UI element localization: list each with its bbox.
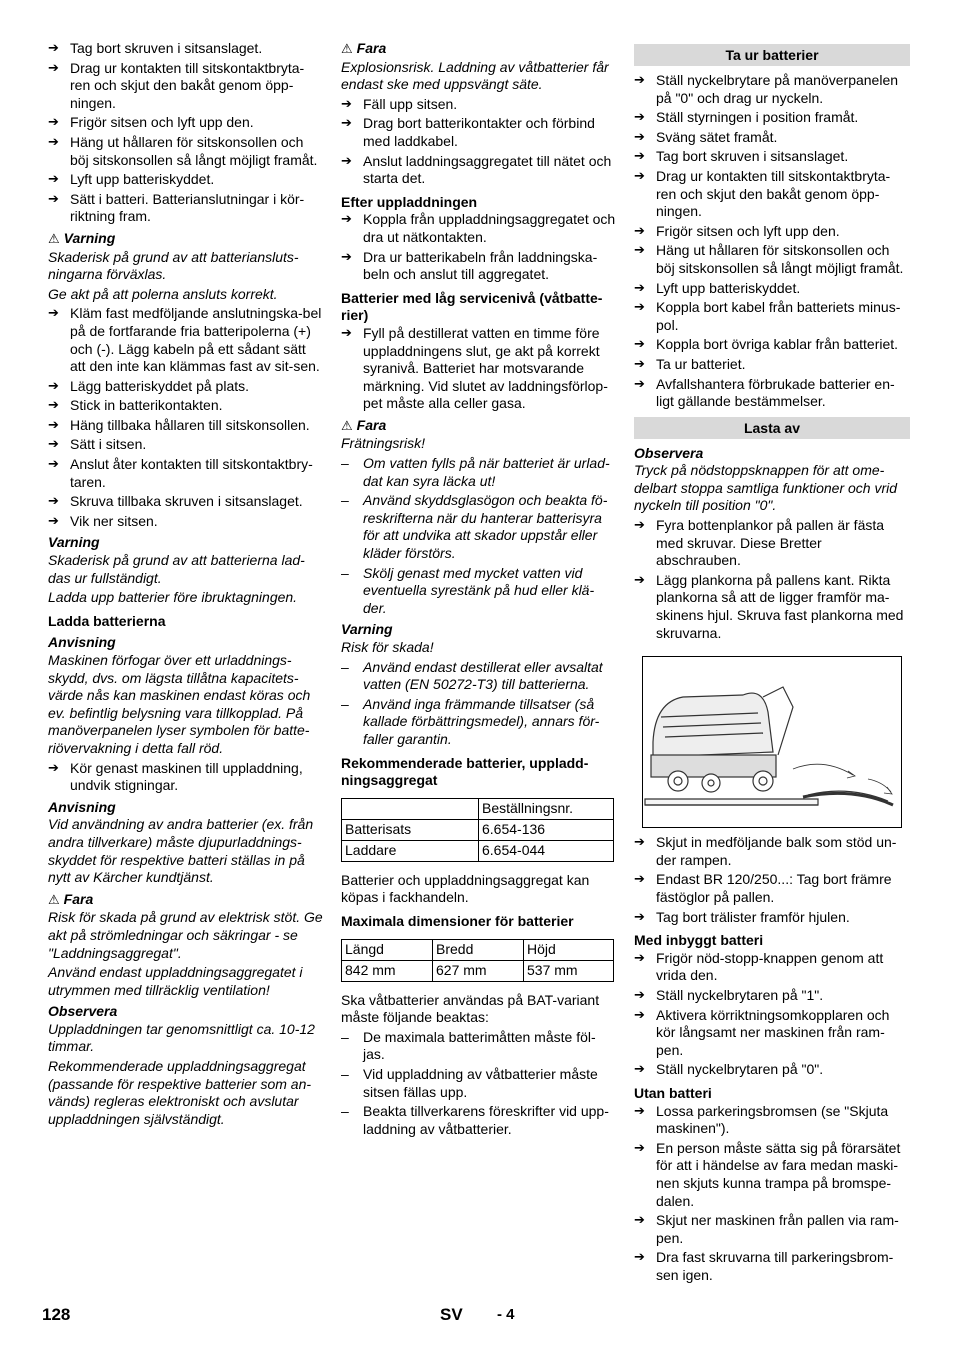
warning-text: Ge akt på att polerna ansluts korrekt.: [48, 285, 278, 302]
list-item: – Om vatten fylls på när batteriet är urlad-dat kan syra läcka ut!: [341, 455, 616, 490]
list-item: ➔ Tag bort trälister framför hjulen.: [634, 909, 910, 927]
list-item: ➔ Aktivera körriktningsomkopplaren och kör långsamt ner maskinen från ram-pen.: [634, 1007, 910, 1060]
note-text: Vid användning av andra batterier (ex. från andra tillverkare) måste djupurladdnings-skyddet för respektive batteri ställas in på nytt av Kärcher kundtjänst.: [48, 816, 314, 886]
list-item: – Använd inga främmande tillsatser (så kallade förbättringsmedel), annars för-faller garantin.: [341, 696, 616, 749]
list-item: ➔ Fyll på destillerat vatten en timme före uppladdningens slut, ge akt på korrekt syranivå. Batteriet har motsvarande märkning. Vid slutet av laddningsförlop-pet måste alla celler gasa.: [341, 325, 616, 413]
list-item: ➔ Fäll upp sitsen.: [341, 96, 616, 114]
danger-text: Risk för skada på grund av elektrisk stöt. Ge akt på strömledningar och säkringar - se "Laddningsaggregat".: [48, 909, 323, 961]
warning-heading: Varning: [341, 621, 393, 638]
danger-heading: ⚠ Fara: [341, 40, 387, 57]
table-row: [342, 960, 614, 981]
note-heading: Anvisning: [48, 798, 116, 815]
list-item: – Beakta tillverkarens föreskrifter vid upp-laddning av våtbatterier.: [341, 1103, 616, 1138]
list-item: ➔ En person måste sätta sig på förarsätet för att i händelse av fara medan maski-nen skjuts kunna trampa på bromspe-dalen.: [634, 1140, 910, 1210]
list-item: ➔ Skjut ner maskinen från pallen via ram-pen.: [634, 1212, 910, 1247]
list-b: [48, 305, 323, 530]
list-item: ➔ Drag bort batterikontakter och förbind med laddkabel.: [341, 115, 616, 150]
list-item: – Vid uppladdning av våtbatterier måste sitsen fällas upp.: [341, 1066, 616, 1101]
section-banner: Ta ur batterier: [634, 44, 910, 66]
danger-heading: ⚠ Fara: [48, 890, 94, 908]
list-item: ➔ Vik ner sitsen.: [48, 513, 323, 531]
table-cell: Längd: [342, 939, 433, 960]
list-item: ➔ Ställ nyckelbrytare på manöverpanelen på "0" och drag ur nyckeln.: [634, 72, 910, 107]
list-item: ➔ Lyft upp batteriskyddet.: [48, 171, 323, 189]
list-item: ➔ Lägg batteriskyddet på plats.: [48, 378, 323, 396]
table-cell: 842 mm: [342, 960, 433, 981]
list-a: [48, 40, 323, 226]
list-item: ➔ Häng tillbaka hållaren till sitskonsollen.: [48, 417, 323, 435]
list-item: ➔ Ställ nyckelbrytaren på "0".: [634, 1061, 910, 1079]
warning-triangle-icon: ⚠: [341, 418, 353, 434]
table-cell: [342, 798, 479, 819]
table-cell: Laddare: [342, 840, 479, 861]
danger-heading: ⚠ Fara: [341, 416, 387, 434]
table-row: [342, 840, 614, 861]
note-heading: Anvisning: [48, 634, 116, 651]
list-item: ➔ Koppla bort kabel från batteriets minus-pol.: [634, 299, 910, 334]
list-item: ➔ Tag bort skruven i sitsanslaget.: [48, 40, 323, 58]
list-item: ➔ Fyra bottenplankor på pallen är fästa med skruvar. Diese Bretter abschrauben.: [634, 517, 910, 570]
list-item: ➔ Frigör sitsen och lyft upp den.: [48, 114, 323, 132]
section-heading: Maximala dimensioner för batterier: [341, 912, 574, 929]
machine-ramp-drawing: [643, 657, 901, 827]
list-item: ➔ Drag ur kontakten till sitskontaktbryta-ren och skjut den bakåt genom öpp-ningen.: [48, 60, 323, 113]
list-item: ➔ Sätt i batteri. Batterianslutningar i kör-riktning fram.: [48, 191, 323, 226]
list-item: ➔ Ställ nyckelbrytaren på "1".: [634, 987, 910, 1005]
warning-text: Ladda upp batterier före ibruktagningen.: [48, 589, 298, 606]
list-item: ➔ Tag bort skruven i sitsanslaget.: [634, 148, 910, 166]
list-item: ➔ Lägg plankorna på pallens kant. Rikta plankorna så att de ligger framför ma-skinens hjul. Skruva fast plankorna med skruvarna.: [634, 572, 910, 642]
list-item: ➔ Häng ut hållaren för sitskonsollen och böj sitskonsollen så långt möjligt framåt.: [634, 242, 910, 277]
list-item: ➔ Häng ut hållaren för sitskonsollen och böj sitskonsollen så långt möjligt framåt.: [48, 134, 323, 169]
table-cell: 6.654-044: [479, 840, 614, 861]
machine-ramp-illustration: [642, 656, 902, 828]
list-item: – Använd skyddsglasögon och beakta fö-reskrifterna när du hanterar batterisyra för att undvika att skador uppstår eller kläder förstörs.: [341, 492, 616, 562]
paragraph: Ska våtbatterier användas på BAT-variant måste följande beaktas:: [341, 991, 600, 1026]
warning-triangle-icon: ⚠: [48, 892, 60, 908]
danger-text: Explosionsrisk. Laddning av våtbatterier får endast ske med uppsvängt säte.: [341, 58, 609, 93]
warning-triangle-icon: ⚠: [341, 42, 353, 57]
table-row: [342, 819, 614, 840]
list-item: – De maximala batterimåtten måste föl-jas.: [341, 1029, 616, 1064]
paragraph: Batterier och uppladdningsaggregat kan köpas i fackhandeln.: [341, 871, 590, 906]
table-row: [342, 798, 614, 819]
list-item: ➔ Drag ur kontakten till sitskontaktbryta-ren och skjut den bakåt genom öpp-ningen.: [634, 168, 910, 221]
table-row: [342, 939, 614, 960]
observe-heading: Observera: [48, 1003, 118, 1020]
list-item: – Skölj genast med mycket vatten vid eventuella syrestänk på hud eller klä-der.: [341, 565, 616, 618]
section-heading: Utan batteri: [634, 1084, 712, 1101]
list-item: ➔ Sväng sätet framåt.: [634, 129, 910, 147]
list-item: ➔ Kläm fast medföljande anslutningska-bel på de fortfarande fria batteripolerna (+) och (-). Lägg kabeln på ett sådant sätt att den inte kan klämmas fast av sit-sen.: [48, 305, 323, 375]
table-cell: Batterisats: [342, 819, 479, 840]
observe-text: Rekommenderade uppladdningsaggregat (passande för respektive batterier som an-vänds) regleras elektroniskt och avslutar uppladdningen självständigt.: [48, 1058, 312, 1127]
table-cell: 537 mm: [524, 960, 614, 981]
column-3: [634, 40, 910, 1286]
warning-text: Risk för skada!: [341, 639, 434, 655]
dimensions-table: [341, 939, 614, 982]
list-item: ➔ Lyft upp batteriskyddet.: [634, 280, 910, 298]
list-item: ➔ Koppla från uppladdningsaggregatet och dra ut nätkontakten.: [341, 211, 616, 246]
warning-text: Skaderisk på grund av att batterierna lad-das ur fullständigt.: [48, 552, 305, 586]
section-heading: Efter uppladdningen: [341, 193, 478, 210]
list-item: ➔ Ta ur batteriet.: [634, 356, 910, 374]
list-item: ➔ Sätt i sitsen.: [48, 436, 323, 454]
list-item: ➔ Lossa parkeringsbromsen (se "Skjuta maskinen").: [634, 1103, 910, 1138]
section-heading: Batterier med låg servicenivå (våtbatte-rier): [341, 289, 603, 324]
section-heading: Med inbyggt batteri: [634, 932, 764, 949]
list-item: ➔ Endast BR 120/250...: Tag bort främre fästöglor på pallen.: [634, 871, 910, 906]
section-number: - 4: [497, 1306, 515, 1323]
list-item: ➔ Ställ styrningen i position framåt.: [634, 109, 910, 127]
observe-heading: Observera: [634, 444, 704, 461]
list-item: ➔ Koppla bort övriga kablar från batteriet.: [634, 336, 910, 354]
list-item: ➔ Kör genast maskinen till uppladdning, undvik stigningar.: [48, 760, 323, 795]
list-item: ➔ Skruva tillbaka skruven i sitsanslaget.: [48, 493, 323, 511]
table-cell: Höjd: [524, 939, 614, 960]
list-item: ➔ Frigör sitsen och lyft upp den.: [634, 223, 910, 241]
table-cell: 6.654-136: [479, 819, 614, 840]
warning-heading: ⚠ Varning: [48, 229, 116, 247]
warning-heading: Varning: [48, 534, 100, 551]
section-heading: Ladda batterierna: [48, 612, 166, 629]
list-item: ➔ Dra ur batterikabeln från laddningska-beln och anslut till aggregatet.: [341, 249, 616, 284]
section-heading: Rekommenderade batterier, uppladd-ningsaggregat: [341, 754, 589, 789]
section-banner: Lasta av: [634, 417, 910, 439]
column-2: [341, 40, 616, 1140]
observe-text: Tryck på nödstoppsknappen för att ome-delbart stoppa samtliga funktioner och vrid nyckeln till position "0".: [634, 462, 898, 514]
warning-triangle-icon: ⚠: [48, 231, 60, 247]
table-cell: Bredd: [433, 939, 524, 960]
recommended-table: [341, 798, 614, 862]
list-item: ➔ Dra fast skruvarna till parkeringsbrom-sen igen.: [634, 1249, 910, 1284]
table-cell: 627 mm: [433, 960, 524, 981]
note-text: Maskinen förfogar över ett urladdnings-skydd, dvs. om lägsta tillåtna kapacitets-värde nås kan maskinen endast köras och ev. befintlig belysning vara tillkopplad. På manöverpanelen lyser symbolen för batte-riövervakning i detta fall röd.: [48, 652, 311, 756]
page-number: 128: [42, 1305, 71, 1324]
observe-text: Uppladdningen tar genomsnittligt ca. 10-12 timmar.: [48, 1020, 315, 1055]
list-item: ➔ Anslut laddningsaggregatet till nätet och starta det.: [341, 153, 616, 188]
column-1: [48, 40, 323, 1130]
list-item: – Använd endast destillerat eller avsaltat vatten (EN 50272-T3) till batterierna.: [341, 659, 616, 694]
list-item: ➔ Stick in batterikontakten.: [48, 397, 323, 415]
danger-text: Använd endast uppladdningsaggregatet i utrymmen med tillräcklig ventilation!: [48, 964, 303, 998]
warning-text: Skaderisk på grund av att batteriansluts-ningarna förväxlas.: [48, 248, 299, 283]
language-code: SV: [440, 1305, 463, 1324]
list-item: ➔ Anslut åter kontakten till sitskontaktbry-taren.: [48, 456, 323, 491]
list-item: ➔ Avfallshantera förbrukade batterier en-ligt gällande bestämmelser.: [634, 376, 910, 411]
danger-text: Frätningsrisk!: [341, 435, 426, 452]
list-item: ➔ Skjut in medföljande balk som stöd un-der rampen.: [634, 834, 910, 869]
list-item: ➔ Frigör nöd-stopp-knappen genom att vrida den.: [634, 950, 910, 985]
table-cell: Beställningsnr.: [479, 798, 614, 819]
